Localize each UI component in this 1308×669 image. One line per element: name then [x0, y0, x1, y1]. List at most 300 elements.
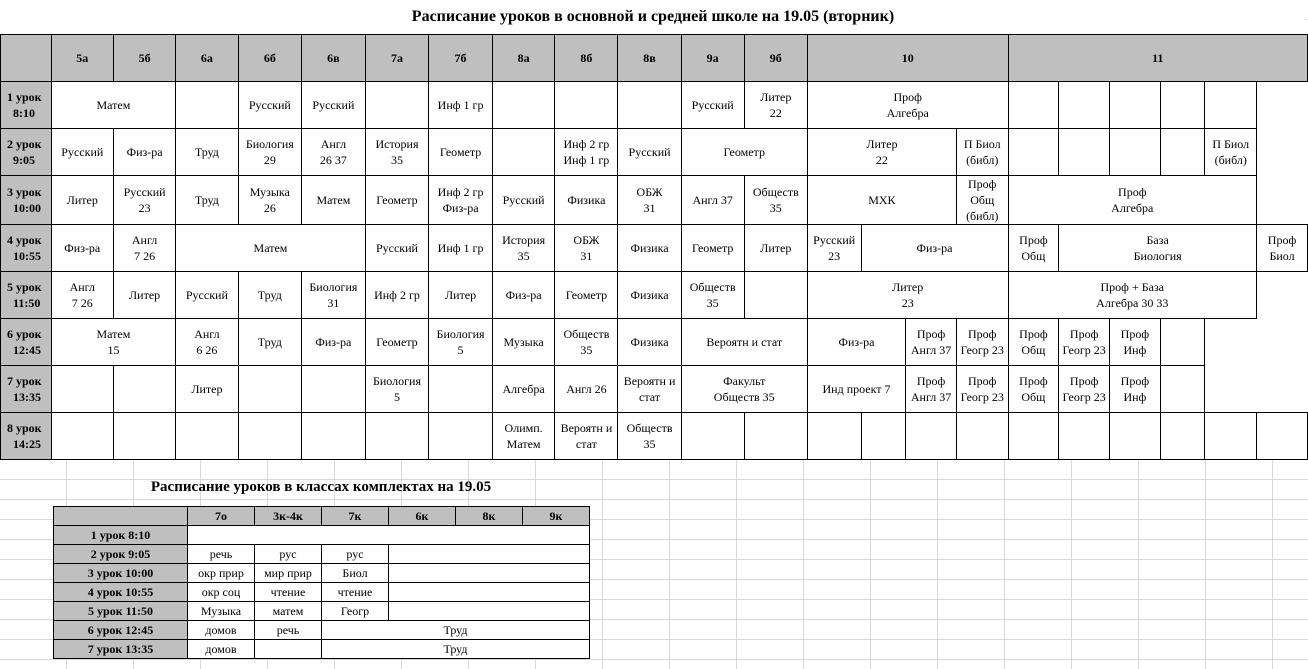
schedule-cell-line: Алгебра	[502, 382, 545, 396]
class-header: 3к-4к	[255, 507, 322, 526]
schedule-cell-line: Инф 2 гр	[437, 185, 484, 199]
class-header: 6в	[302, 35, 366, 82]
schedule-cell	[113, 176, 175, 225]
schedule-cell	[51, 413, 113, 460]
schedule-cell-line: Литер	[66, 193, 98, 207]
schedule-cell-line: Литер	[892, 280, 924, 294]
schedule-cell-line: Труд	[257, 335, 282, 349]
schedule-cell-line: 15	[107, 343, 120, 357]
schedule-cell-line: 22	[875, 153, 888, 167]
schedule-cell-line: Физика	[630, 335, 669, 349]
schedule-cell-line: Инф 2 гр	[563, 137, 610, 151]
schedule-cell-line: П Биол	[1212, 137, 1250, 151]
schedule-cell	[492, 413, 555, 460]
schedule-cell-line: Обществ 35	[713, 390, 775, 404]
schedule-cell	[492, 129, 555, 176]
corner-cell	[54, 507, 188, 526]
schedule-cell	[681, 319, 807, 366]
schedule-cell-line: Геометр	[723, 145, 765, 159]
complect-header-row	[54, 507, 590, 526]
schedule-cell-line: Матем	[506, 437, 541, 451]
schedule-cell-line: Проф	[968, 374, 997, 388]
class-header: 5а	[51, 35, 113, 82]
complect-lesson-row	[54, 564, 590, 583]
schedule-cell	[807, 319, 905, 366]
complect-schedule-table	[53, 506, 590, 659]
schedule-cell	[1059, 413, 1110, 460]
schedule-cell-line: Алгебра	[1111, 201, 1154, 215]
schedule-cell	[956, 176, 1008, 225]
lesson-number: 3 урок	[7, 185, 42, 199]
schedule-cell	[365, 272, 429, 319]
lesson-time-cell: 6 урок 12:45	[54, 621, 188, 640]
schedule-cell	[429, 176, 493, 225]
schedule-cell	[618, 82, 681, 129]
schedule-cell	[618, 319, 681, 366]
schedule-cell	[555, 225, 618, 272]
lesson-row	[1, 82, 1308, 129]
schedule-cell-line: 31	[580, 249, 593, 263]
schedule-cell	[807, 413, 861, 460]
schedule-cell: рус	[255, 545, 322, 564]
schedule-cell	[1110, 129, 1161, 176]
schedule-cell-line: Проф	[1120, 327, 1150, 341]
class-header: 5б	[113, 35, 175, 82]
lesson-row	[1, 272, 1308, 319]
schedule-cell-line: Физ-ра	[505, 288, 542, 302]
schedule-cell-line: Обществ	[689, 280, 736, 294]
complect-lesson-row	[54, 526, 590, 545]
schedule-cell	[681, 82, 744, 129]
schedule-cell	[492, 272, 555, 319]
schedule-cell	[906, 413, 957, 460]
schedule-cell	[238, 272, 302, 319]
schedule-cell	[1008, 82, 1059, 129]
schedule-cell-line: 7 26	[134, 249, 156, 263]
schedule-cell	[51, 82, 176, 129]
schedule-cell-line: 7 26	[71, 296, 93, 310]
class-header: 10	[807, 35, 1008, 82]
schedule-cell-line: Обществ	[626, 421, 673, 435]
schedule-cell	[744, 225, 807, 272]
schedule-cell	[807, 366, 905, 413]
schedule-cell	[1059, 82, 1110, 129]
schedule-cell-line: ОБЖ	[573, 233, 600, 247]
schedule-cell	[238, 129, 302, 176]
schedule-cell	[238, 413, 302, 460]
schedule-cell	[681, 366, 807, 413]
schedule-cell-line: 23	[138, 201, 151, 215]
class-header: 6а	[176, 35, 238, 82]
schedule-cell: чтение	[322, 583, 389, 602]
schedule-cell	[1205, 82, 1257, 129]
schedule-cell-line: Инф 1 гр	[437, 98, 484, 112]
schedule-cell	[555, 413, 618, 460]
schedule-cell-line: 5	[457, 343, 464, 357]
schedule-cell-line: Физика	[630, 241, 669, 255]
schedule-cell-line: 35	[769, 201, 782, 215]
lesson-row	[1, 366, 1308, 413]
schedule-cell-line: Биология	[309, 280, 358, 294]
schedule-cell	[429, 225, 493, 272]
schedule-cell	[365, 129, 429, 176]
schedule-cell	[302, 366, 366, 413]
schedule-cell-line: Русский	[375, 241, 418, 255]
schedule-cell	[618, 413, 681, 460]
lesson-time-cell: 5 урок 11:50	[54, 602, 188, 621]
complect-lesson-row	[54, 545, 590, 564]
schedule-cell-line: Физ-ра	[126, 145, 163, 159]
schedule-cell	[492, 82, 555, 129]
schedule-cell-line: Алгебра 30 33	[1096, 296, 1169, 310]
schedule-cell-line: 29	[263, 153, 276, 167]
schedule-cell-line: Геометр	[376, 193, 418, 207]
schedule-cell	[807, 129, 956, 176]
lesson-row	[1, 413, 1308, 460]
schedule-cell	[1160, 366, 1205, 413]
main-schedule-table	[0, 34, 1308, 460]
schedule-cell	[176, 225, 365, 272]
schedule-cell	[176, 82, 238, 129]
schedule-cell-line: Проф	[1267, 233, 1297, 247]
schedule-cell	[51, 176, 113, 225]
schedule-cell-line: (библ)	[1214, 153, 1247, 167]
schedule-cell-line: Проф	[968, 327, 997, 341]
schedule-cell-line: Общ	[1021, 390, 1046, 404]
class-header: 9к	[523, 507, 590, 526]
schedule-cell	[861, 413, 906, 460]
schedule-cell	[389, 583, 590, 602]
schedule-cell-line: Русский	[248, 98, 291, 112]
schedule-cell-line: Проф + База	[1100, 280, 1165, 294]
schedule-cell: домов	[188, 621, 255, 640]
schedule-cell-line: Проф	[893, 90, 922, 104]
schedule-cell: домов	[188, 640, 255, 659]
complect-schedule-title: Расписание уроков в классах комплектах на 19.05	[150, 479, 492, 495]
schedule-cell-line: Англ 26	[566, 382, 607, 396]
schedule-cell	[238, 319, 302, 366]
schedule-cell	[429, 319, 493, 366]
schedule-cell-line: МХК	[868, 193, 896, 207]
schedule-cell-line: Физика	[630, 288, 669, 302]
schedule-cell: Геогр	[322, 602, 389, 621]
schedule-cell	[1008, 129, 1059, 176]
schedule-cell-line: Биология	[436, 327, 485, 341]
schedule-cell	[302, 272, 366, 319]
schedule-cell	[176, 413, 238, 460]
class-header: 9а	[681, 35, 744, 82]
schedule-cell	[555, 272, 618, 319]
schedule-cell-line: Русский	[61, 145, 104, 159]
schedule-cell	[1008, 225, 1059, 272]
schedule-cell	[1110, 366, 1161, 413]
schedule-cell	[176, 272, 238, 319]
schedule-cell	[492, 319, 555, 366]
schedule-cell	[389, 602, 590, 621]
schedule-cell	[1008, 176, 1257, 225]
lesson-time-cell	[1, 176, 52, 225]
schedule-cell	[744, 82, 807, 129]
class-header: 7б	[429, 35, 493, 82]
schedule-cell-line: Матем	[96, 327, 131, 341]
schedule-cell	[1160, 129, 1205, 176]
schedule-cell-line: Англ	[194, 327, 220, 341]
schedule-cell-line: Литер	[760, 90, 792, 104]
schedule-cell-line: Геометр	[691, 241, 734, 255]
schedule-cell	[238, 82, 302, 129]
lesson-row	[1, 129, 1308, 176]
schedule-cell-line: Инф	[1123, 343, 1147, 357]
schedule-cell-line: Физ-ра	[315, 335, 352, 349]
schedule-cell	[807, 272, 1008, 319]
schedule-cell	[176, 319, 238, 366]
schedule-cell	[492, 176, 555, 225]
lesson-time-cell	[1, 82, 52, 129]
schedule-cell-line: 35	[580, 343, 593, 357]
schedule-cell	[1008, 413, 1059, 460]
schedule-cell-line: Проф	[1019, 327, 1048, 341]
schedule-cell	[1110, 413, 1161, 460]
complect-lesson-row	[54, 621, 590, 640]
schedule-cell-line: Русский	[185, 288, 228, 302]
class-header: 7о	[188, 507, 255, 526]
schedule-cell	[365, 413, 429, 460]
schedule-cell	[176, 129, 238, 176]
schedule-cell	[1008, 366, 1059, 413]
schedule-cell	[1059, 225, 1257, 272]
schedule-cell-line: Физика	[567, 193, 606, 207]
schedule-cell	[906, 319, 957, 366]
lesson-time: 12:45	[13, 343, 41, 357]
lesson-time-cell: 7 урок 13:35	[54, 640, 188, 659]
schedule-cell	[302, 413, 366, 460]
schedule-cell-line: Обществ	[752, 185, 799, 199]
schedule-cell-line: Инф 2 гр	[374, 288, 420, 302]
schedule-cell	[744, 272, 807, 319]
schedule-cell	[1160, 319, 1205, 366]
schedule-cell	[555, 366, 618, 413]
schedule-cell	[618, 272, 681, 319]
schedule-cell-line: Инф	[1123, 390, 1147, 404]
schedule-cell-line: (библ)	[966, 153, 999, 167]
schedule-cell-line: Обществ	[563, 327, 610, 341]
schedule-cell	[906, 366, 957, 413]
schedule-cell	[1110, 82, 1161, 129]
schedule-cell	[555, 129, 618, 176]
schedule-cell-line: 35	[643, 437, 656, 451]
schedule-cell: чтение	[255, 583, 322, 602]
schedule-cell-line: Геогр 23	[1062, 390, 1106, 404]
schedule-cell-line: 22	[769, 106, 782, 120]
schedule-cell: Биол	[322, 564, 389, 583]
lesson-time: 11:50	[13, 296, 41, 310]
schedule-cell-line: Проф	[1118, 185, 1147, 199]
schedule-cell	[365, 366, 429, 413]
schedule-cell: Труд	[322, 640, 590, 659]
schedule-cell-line: Проф	[916, 374, 946, 388]
class-header: 6к	[389, 507, 456, 526]
schedule-cell-line: Матем	[96, 98, 131, 112]
schedule-cell-line: (библ)	[966, 209, 999, 223]
schedule-cell	[1110, 319, 1161, 366]
class-header: 8в	[618, 35, 681, 82]
schedule-cell: речь	[188, 545, 255, 564]
schedule-cell-line: 26	[263, 201, 276, 215]
schedule-cell-line: стат	[575, 437, 597, 451]
schedule-cell	[429, 82, 493, 129]
lesson-number: 6 урок	[7, 327, 42, 341]
class-header: 11	[1008, 35, 1307, 82]
schedule-cell: окр соц	[188, 583, 255, 602]
schedule-cell-line: Англ	[131, 233, 158, 247]
schedule-cell	[113, 366, 175, 413]
schedule-cell	[1257, 413, 1308, 460]
lesson-time-cell: 3 урок 10:00	[54, 564, 188, 583]
schedule-cell-line: Музыка	[503, 335, 544, 349]
lesson-time: 14:25	[13, 437, 41, 451]
schedule-cell	[618, 366, 681, 413]
schedule-cell-line: Проф	[968, 177, 997, 191]
schedule-cell-line: П Биол	[963, 137, 1001, 151]
schedule-cell	[176, 366, 238, 413]
schedule-cell	[51, 366, 113, 413]
schedule-cell	[429, 129, 493, 176]
schedule-cell-line: 6 26	[196, 343, 218, 357]
schedule-cell	[302, 319, 366, 366]
lesson-time-cell	[1, 225, 52, 272]
schedule-cell-line: Англ 37	[910, 390, 952, 404]
schedule-cell-line: Инф 1 гр	[563, 153, 610, 167]
schedule-cell	[302, 176, 366, 225]
lesson-time-cell	[1, 413, 52, 460]
schedule-cell	[365, 176, 429, 225]
schedule-cell-line: История	[375, 137, 419, 151]
schedule-cell-line: История	[502, 233, 546, 247]
schedule-cell	[113, 225, 175, 272]
schedule-cell-line: Музыка	[249, 185, 290, 199]
schedule-cell	[302, 129, 366, 176]
lesson-time: 13:35	[13, 390, 41, 404]
schedule-cell-line: Литер	[191, 382, 223, 396]
schedule-cell	[1160, 82, 1205, 129]
schedule-cell: окр прир	[188, 564, 255, 583]
schedule-cell	[492, 225, 555, 272]
schedule-cell	[807, 82, 1008, 129]
lesson-row	[1, 176, 1308, 225]
lesson-time-cell	[1, 319, 52, 366]
schedule-cell	[255, 640, 322, 659]
schedule-cell-line: Геогр 23	[960, 390, 1004, 404]
schedule-cell-line: Физ-ра	[916, 241, 953, 255]
schedule-cell-line: Геогр 23	[1062, 343, 1106, 357]
schedule-cell	[555, 176, 618, 225]
class-header-row	[1, 35, 1308, 82]
schedule-cell-line: Труд	[257, 288, 282, 302]
schedule-cell-line: Биол	[1269, 249, 1295, 263]
schedule-cell	[956, 129, 1008, 176]
schedule-cell	[555, 319, 618, 366]
schedule-cell	[188, 526, 590, 545]
schedule-cell-line: стат	[639, 390, 661, 404]
schedule-cell: рус	[322, 545, 389, 564]
schedule-cell: Труд	[322, 621, 590, 640]
lesson-number: 1 урок	[7, 90, 42, 104]
schedule-cell-line: Русский	[123, 185, 166, 199]
schedule-cell	[1205, 129, 1257, 176]
schedule-cell-line: Литер	[760, 241, 792, 255]
schedule-cell	[1059, 366, 1110, 413]
schedule-cell	[51, 225, 113, 272]
complect-lesson-row	[54, 640, 590, 659]
schedule-cell-line: Англ	[320, 137, 347, 151]
schedule-cell-line: Труд	[194, 193, 219, 207]
lesson-time: 9:05	[13, 153, 35, 167]
schedule-cell	[681, 129, 807, 176]
lesson-row	[1, 319, 1308, 366]
schedule-cell-line: Биология	[245, 137, 294, 151]
lesson-number: 7 урок	[7, 374, 42, 388]
schedule-cell-line: Инд проект 7	[822, 382, 891, 396]
class-header: 8б	[555, 35, 618, 82]
schedule-cell	[389, 564, 590, 583]
schedule-cell-line: Физ-ра	[442, 201, 479, 215]
schedule-cell-line: ОБЖ	[636, 185, 663, 199]
schedule-cell-line: 35	[390, 153, 403, 167]
schedule-cell	[389, 545, 590, 564]
schedule-cell-line: Литер	[444, 288, 477, 302]
schedule-cell-line: Биология	[372, 374, 421, 388]
schedule-cell-line: 31	[327, 296, 340, 310]
schedule-cell: матем	[255, 602, 322, 621]
schedule-cell	[365, 225, 429, 272]
schedule-cell: мир прир	[255, 564, 322, 583]
schedule-cell-line: Инф 1 гр	[437, 241, 484, 255]
schedule-cell-line: Матем	[253, 241, 288, 255]
lesson-time-cell: 2 урок 9:05	[54, 545, 188, 564]
schedule-cell-line: Олимп.	[504, 421, 543, 435]
class-header: 7к	[322, 507, 389, 526]
schedule-cell	[555, 82, 618, 129]
schedule-cell	[365, 319, 429, 366]
schedule-cell-line: Биология	[1133, 249, 1182, 263]
schedule-cell	[1059, 129, 1110, 176]
schedule-cell-line: Общ	[1021, 249, 1046, 263]
schedule-cell-line: Вероятн и	[623, 374, 676, 388]
schedule-cell-line: Проф	[1069, 327, 1099, 341]
schedule-cell	[956, 366, 1008, 413]
schedule-cell-line: 23	[901, 296, 914, 310]
schedule-cell-line: Геометр	[376, 335, 418, 349]
complect-lesson-row	[54, 602, 590, 621]
lesson-time: 10:55	[13, 249, 41, 263]
schedule-cell: Музыка	[188, 602, 255, 621]
schedule-cell-line: Русский	[312, 98, 355, 112]
schedule-cell-line: Проф	[1019, 374, 1048, 388]
schedule-cell-line: База	[1146, 233, 1169, 247]
schedule-cell	[681, 413, 744, 460]
class-header: 8а	[492, 35, 555, 82]
class-header: 8к	[456, 507, 523, 526]
schedule-cell	[238, 366, 302, 413]
schedule-cell-line: Проф	[916, 327, 946, 341]
schedule-cell-line: Русский	[628, 145, 671, 159]
schedule-cell	[681, 272, 744, 319]
schedule-cell-line: Литер	[129, 288, 161, 302]
schedule-cell-line: Общ	[970, 193, 995, 207]
schedule-cell-line: Вероятн и стат	[706, 335, 783, 349]
lesson-time: 8:10	[13, 106, 35, 120]
schedule-cell-line: 23	[828, 249, 841, 263]
